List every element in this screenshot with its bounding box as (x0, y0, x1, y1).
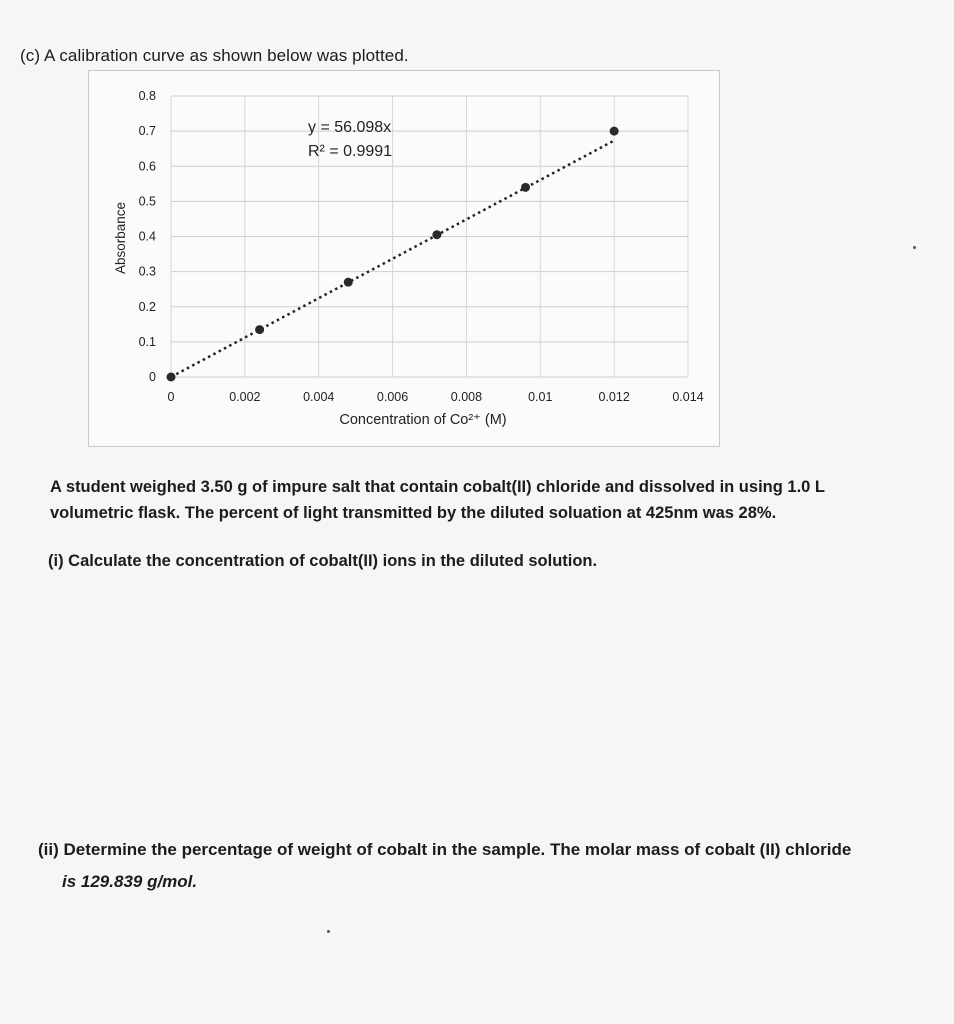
speck (913, 246, 916, 249)
calibration-chart (88, 70, 718, 445)
chart-grid (171, 96, 688, 377)
y-tick-label: 0 (149, 370, 156, 384)
x-tick-label: 0.014 (672, 390, 704, 404)
x-tick-label: 0.008 (450, 390, 483, 404)
part-ii-question-line-2: is 129.839 g/mol. (62, 872, 198, 891)
y-tick-label: 0.3 (138, 264, 156, 279)
x-tick-label: 0.012 (598, 390, 630, 404)
x-axis-label: Concentration of Co²⁺ (M) (339, 412, 507, 428)
question-heading: (c) A calibration curve as shown below was plotted. (20, 46, 409, 65)
problem-text-line-1: A student weighed 3.50 g of impure salt that contain cobalt(II) chloride and dissolved in using 1.0 L (50, 478, 825, 496)
y-tick-label: 0.8 (138, 89, 156, 103)
speck (327, 930, 330, 933)
y-tick-label: 0.5 (138, 194, 156, 209)
y-tick-label: 0.6 (138, 159, 156, 174)
r-squared-label: R² = 0.9991 (308, 143, 393, 160)
y-tick-label: 0.1 (138, 334, 156, 349)
problem-text-line-2: volumetric flask. The percent of light transmitted by the diluted soluation at 425nm was 28%. (50, 504, 777, 522)
part-ii-question-line-1: (ii) Determine the percentage of weight of cobalt in the sample. The molar mass of cobalt (II) chloride (38, 840, 852, 859)
y-tick-label: 0.7 (138, 124, 156, 139)
data-point (255, 325, 264, 334)
x-tick-label: 0 (167, 390, 175, 404)
x-tick-label: 0.004 (303, 390, 335, 404)
y-tick-label: 0.4 (138, 229, 156, 244)
x-tick-label: 0.006 (376, 390, 409, 404)
data-point (344, 278, 353, 287)
x-tick-labels (168, 390, 704, 404)
y-tick-label: 0.2 (138, 299, 156, 314)
y-tick-labels (139, 89, 156, 384)
data-point (521, 183, 530, 192)
data-point (167, 373, 176, 382)
trendline-equation: y = 56.098x (308, 119, 392, 136)
y-axis-label: Absorbance (113, 201, 128, 275)
x-tick-label: 0.01 (528, 390, 553, 404)
data-point (610, 127, 619, 136)
part-i-question: (i) Calculate the concentration of cobalt(II) ions in the diluted solution. (48, 552, 598, 570)
x-tick-label: 0.002 (229, 390, 261, 404)
data-point (432, 230, 441, 239)
